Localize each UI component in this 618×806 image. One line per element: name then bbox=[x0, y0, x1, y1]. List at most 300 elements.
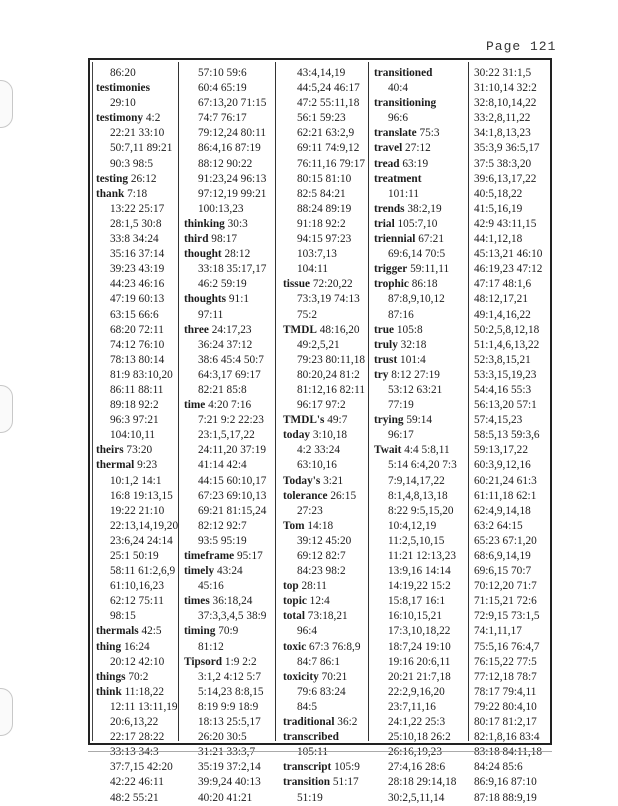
index-entry: thermal 9:23 bbox=[96, 459, 158, 472]
index-reference-line: 24:1,22 25:3 bbox=[388, 716, 446, 729]
index-reference-line: 33:2,8,11,22 bbox=[474, 112, 531, 125]
index-reference-line: 47:17 48:1,6 bbox=[474, 278, 532, 291]
index-reference-line: 57:4,15,23 bbox=[474, 414, 523, 427]
index-reference-line: 87:16 bbox=[388, 308, 414, 321]
index-entry bbox=[283, 730, 365, 745]
index-reference-line: 101:11 bbox=[388, 187, 419, 200]
index-reference-line: 33:13 34:3 bbox=[110, 746, 159, 759]
index-reference-line: 22:21 33:10 bbox=[110, 127, 165, 140]
index-reference-line: 35:19 37:2,14 bbox=[198, 761, 261, 774]
index-entry: trying 59:14 bbox=[374, 414, 433, 427]
index-reference-line: 97:11 bbox=[198, 308, 224, 321]
index-entry: transition 51:17 bbox=[283, 776, 359, 789]
index-entry: thinking 30:3 bbox=[184, 217, 248, 230]
index-entry: thought 28:12 bbox=[184, 248, 251, 261]
index-reference-line: 49:1,4,16,22 bbox=[474, 308, 531, 321]
index-reference-line: 82:1,8,16 83:4 bbox=[474, 731, 540, 744]
index-reference-line: 97:12,19 99:21 bbox=[198, 187, 267, 200]
index-reference-line: 69:12 82:7 bbox=[297, 550, 346, 562]
index-reference-line: 30:22 31:1,5 bbox=[474, 67, 532, 79]
index-entry: trigger 59:11,11 bbox=[374, 263, 450, 276]
index-reference-line: 91:18 92:2 bbox=[297, 217, 346, 230]
index-reference-line: 38:6 45:4 50:7 bbox=[198, 353, 264, 366]
index-term: tolerance bbox=[283, 489, 328, 502]
index-term: things bbox=[96, 670, 126, 683]
index-entry: tissue 72:20,22 bbox=[283, 278, 353, 291]
index-reference-line: 86:9,16 87:10 bbox=[474, 776, 537, 789]
index-term: treatment bbox=[374, 172, 422, 185]
index-reference-line: 25:1 50:19 bbox=[110, 550, 159, 562]
index-reference-line: 46:19,23 47:12 bbox=[474, 263, 543, 276]
index-term: timely bbox=[184, 565, 215, 578]
index-reference-line: 84:7 86:1 bbox=[297, 655, 340, 668]
binder-hole bbox=[0, 688, 13, 736]
index-reference-line: 51:19 bbox=[297, 791, 323, 804]
index-reference-line: 96:4 bbox=[297, 625, 318, 638]
index-reference-line: 37:3,3,4,5 38:9 bbox=[198, 610, 267, 623]
index-term: total bbox=[283, 610, 305, 623]
index-reference-line: 24:11,20 37:19 bbox=[198, 444, 266, 457]
index-term: transcribed bbox=[283, 731, 339, 744]
index-reference-line: 57:10 59:6 bbox=[198, 67, 247, 79]
index-term: testimonies bbox=[96, 82, 150, 95]
index-reference-line: 18:13 25:5,17 bbox=[198, 716, 261, 729]
index-term: toxicity bbox=[283, 670, 319, 683]
binder-hole bbox=[0, 385, 13, 433]
index-reference-line: 96:17 bbox=[388, 429, 414, 442]
index-term: thoughts bbox=[184, 293, 227, 306]
index-reference-line: 10:1,2 14:1 bbox=[110, 474, 162, 487]
index-reference-line: 63:10,16 bbox=[297, 459, 337, 472]
index-reference-line: 61:10,16,23 bbox=[110, 580, 164, 593]
index-reference-line: 70:12,20 71:7 bbox=[474, 580, 537, 593]
index-entry: translate 75:3 bbox=[374, 127, 440, 140]
index-entry bbox=[374, 172, 457, 187]
index-reference-line: 10:4,12,19 bbox=[388, 519, 437, 532]
index-reference-line: 81:12,16 82:11 bbox=[297, 383, 365, 396]
index-entry: Tipsord 1:9 2:2 bbox=[184, 655, 257, 668]
page-number: Page 121 bbox=[486, 39, 557, 54]
index-reference-line: 78:17 79:4,11 bbox=[474, 685, 537, 698]
index-term: TMDL bbox=[283, 323, 317, 336]
index-entry: topic 12:4 bbox=[283, 595, 330, 608]
index-entry: trophic 86:18 bbox=[374, 278, 438, 291]
index-reference-line: 80:17 81:2,17 bbox=[474, 716, 537, 729]
index-reference-line: 28:18 29:14,18 bbox=[388, 776, 457, 789]
index-reference-line: 64:3,17 69:17 bbox=[198, 368, 261, 381]
index-reference-line: 94:15 97:23 bbox=[297, 233, 352, 246]
index-reference-line: 82:5 84:21 bbox=[297, 187, 346, 200]
index-entry: third 98:17 bbox=[184, 233, 238, 246]
index-term: toxic bbox=[283, 640, 307, 653]
index-term: truly bbox=[374, 338, 398, 351]
index-term: triennial bbox=[374, 233, 416, 246]
index-reference-line: 80:20,24 81:2 bbox=[297, 368, 360, 381]
index-reference-line: 22:17 28:22 bbox=[110, 731, 165, 744]
index-term: translate bbox=[374, 127, 417, 140]
index-reference-line: 104:11 bbox=[297, 263, 328, 276]
index-entry: timely 43:24 bbox=[184, 565, 243, 578]
index-term: timing bbox=[184, 625, 216, 638]
index-reference-line: 60:21,24 61:3 bbox=[474, 474, 537, 487]
index-reference-line: 68:20 72:11 bbox=[110, 323, 164, 336]
index-reference-line: 86:20 bbox=[110, 67, 136, 79]
column-divider bbox=[178, 62, 179, 741]
index-reference-line: 81:12 bbox=[198, 640, 224, 653]
index-reference-line: 22:2,9,16,20 bbox=[388, 685, 445, 698]
index-term: tread bbox=[374, 157, 400, 170]
index-term: thing bbox=[96, 640, 122, 653]
index-reference-line: 54:4,16 55:3 bbox=[474, 383, 532, 396]
index-reference-line: 61:11,18 62:1 bbox=[474, 489, 537, 502]
index-reference-line: 82:12 92:7 bbox=[198, 519, 247, 532]
index-reference-line: 96:17 97:2 bbox=[297, 399, 346, 412]
index-term: theirs bbox=[96, 444, 124, 457]
index-reference-line: 33:8 34:24 bbox=[110, 233, 159, 246]
index-reference-line: 20:21 21:7,18 bbox=[388, 670, 451, 683]
index-reference-line: 68:6,9,14,19 bbox=[474, 550, 531, 562]
index-reference-line: 58:5,13 59:3,6 bbox=[474, 429, 540, 442]
index-reference-line: 11:2,5,10,15 bbox=[388, 534, 445, 547]
index-reference-line: 76:11,16 79:17 bbox=[297, 157, 365, 170]
index-reference-line: 50:2,5,8,12,18 bbox=[474, 323, 540, 336]
index-reference-line: 75:5,16 76:4,7 bbox=[474, 640, 540, 653]
index-reference-line: 30:2,5,11,14 bbox=[388, 791, 445, 804]
index-reference-line: 48:2 55:21 bbox=[110, 791, 159, 804]
bottom-rule bbox=[88, 751, 552, 752]
index-reference-line: 5:14 6:4,20 7:3 bbox=[388, 459, 457, 472]
index-reference-line: 16:10,15,21 bbox=[388, 610, 442, 623]
index-reference-line: 83:18 84:11,18 bbox=[474, 746, 542, 759]
index-reference-line: 58:11 61:2,6,9 bbox=[110, 565, 176, 578]
index-reference-line: 27:23 bbox=[297, 504, 323, 517]
index-entry: thoughts 91:1 bbox=[184, 293, 249, 306]
index-reference-line: 39:9,24 40:13 bbox=[198, 776, 261, 789]
index-reference-line: 76:15,22 77:5 bbox=[474, 655, 537, 668]
index-entry: time 4:20 7:16 bbox=[184, 399, 252, 412]
index-term: transitioning bbox=[374, 97, 437, 110]
index-reference-line: 62:12 75:11 bbox=[110, 595, 164, 608]
index-term: tissue bbox=[283, 278, 310, 291]
index-reference-line: 40:20 41:21 bbox=[198, 791, 253, 804]
index-reference-line: 65:23 67:1,20 bbox=[474, 534, 537, 547]
index-reference-line: 35:16 37:14 bbox=[110, 248, 165, 261]
index-reference-line: 41:14 42:4 bbox=[198, 459, 247, 472]
index-reference-line: 84:5 bbox=[297, 700, 318, 713]
index-reference-line: 23:1,5,17,22 bbox=[198, 429, 255, 442]
index-term: try bbox=[374, 368, 389, 381]
index-reference-line: 27:4,16 28:6 bbox=[388, 761, 446, 774]
index-term: testimony bbox=[96, 112, 144, 125]
index-term: TMDL's bbox=[283, 414, 325, 427]
index-reference-line: 53:12 63:21 bbox=[388, 383, 443, 396]
index-term: three bbox=[184, 323, 209, 336]
index-reference-line: 5:14,23 8:8,15 bbox=[198, 685, 264, 698]
index-reference-line: 13:22 25:17 bbox=[110, 202, 165, 215]
index-entry: thermals 42:5 bbox=[96, 625, 162, 638]
index-entry: today 3:10,18 bbox=[283, 429, 348, 442]
index-reference-line: 3:1,2 4:12 5:7 bbox=[198, 670, 262, 683]
index-term: thermal bbox=[96, 459, 135, 472]
index-term: topic bbox=[283, 595, 307, 608]
index-reference-line: 56:1 59:23 bbox=[297, 112, 346, 125]
index-reference-line: 35:3,9 36:5,17 bbox=[474, 142, 540, 155]
index-term: trends bbox=[374, 202, 405, 215]
index-term: transition bbox=[283, 776, 331, 789]
index-column-1 bbox=[96, 66, 178, 806]
index-reference-line: 84:24 85:6 bbox=[474, 761, 523, 774]
index-term: today bbox=[283, 429, 310, 442]
index-entry: think 11:18,22 bbox=[96, 685, 165, 698]
index-entry: thing 16:24 bbox=[96, 640, 150, 653]
index-term: trying bbox=[374, 414, 404, 427]
index-column-5 bbox=[474, 66, 542, 806]
index-reference-line: 11:21 12:13,23 bbox=[388, 550, 456, 562]
index-reference-line: 37:5 38:3,20 bbox=[474, 157, 532, 170]
index-reference-line: 40:4 bbox=[388, 82, 409, 95]
index-reference-line: 56:13,20 57:1 bbox=[474, 399, 537, 412]
index-reference-line: 31:10,14 32:2 bbox=[474, 82, 537, 95]
index-term: Tipsord bbox=[184, 655, 223, 668]
index-reference-line: 96:6 bbox=[388, 112, 409, 125]
index-term: trial bbox=[374, 217, 395, 230]
index-reference-line: 96:3 97:21 bbox=[110, 414, 159, 427]
index-entry: tolerance 26:15 bbox=[283, 489, 357, 502]
index-reference-line: 67:13,20 71:15 bbox=[198, 97, 267, 110]
index-reference-line: 44:1,12,18 bbox=[474, 233, 523, 246]
index-entry: trust 101:4 bbox=[374, 353, 426, 366]
index-reference-line: 26:16,19,23 bbox=[388, 746, 442, 759]
index-entry: three 24:17,23 bbox=[184, 323, 252, 336]
index-reference-line: 59:13,17,22 bbox=[474, 444, 528, 457]
index-reference-line: 49:2,5,21 bbox=[297, 338, 340, 351]
index-term: Tom bbox=[283, 519, 305, 532]
index-reference-line: 20:12 42:10 bbox=[110, 655, 165, 668]
index-reference-line: 47:2 55:11,18 bbox=[297, 97, 360, 110]
index-reference-line: 22:13,14,19,20 bbox=[110, 519, 179, 532]
index-reference-line: 34:1,8,13,23 bbox=[474, 127, 531, 140]
index-entry: TMDL's 49:7 bbox=[283, 414, 348, 427]
column-divider bbox=[275, 62, 276, 741]
index-term: true bbox=[374, 323, 395, 336]
index-entry bbox=[374, 66, 457, 81]
index-term: Twait bbox=[374, 444, 402, 457]
index-reference-line: 62:4,9,14,18 bbox=[474, 504, 531, 517]
index-reference-line: 23:7,11,16 bbox=[388, 700, 436, 713]
index-reference-line: 79:22 80:4,10 bbox=[474, 700, 537, 713]
index-reference-line: 8:1,4,8,13,18 bbox=[388, 489, 448, 502]
index-term: top bbox=[283, 580, 299, 593]
index-reference-line: 43:4,14,19 bbox=[297, 67, 346, 79]
index-reference-line: 63:15 66:6 bbox=[110, 308, 159, 321]
index-reference-line: 74:12 76:10 bbox=[110, 338, 165, 351]
column-divider bbox=[468, 62, 469, 741]
index-entry: toxicity 70:21 bbox=[283, 670, 348, 683]
index-reference-line: 67:23 69:10,13 bbox=[198, 489, 267, 502]
index-term: Today's bbox=[283, 474, 321, 487]
index-reference-line: 77:19 bbox=[388, 399, 414, 412]
index-entry: total 73:18,21 bbox=[283, 610, 348, 623]
index-reference-line: 81:9 83:10,20 bbox=[110, 368, 173, 381]
index-entry: tread 63:19 bbox=[374, 157, 429, 170]
binder-hole bbox=[0, 80, 13, 128]
index-reference-line: 104:10,11 bbox=[110, 429, 156, 442]
index-term: transitioned bbox=[374, 67, 433, 79]
column-divider bbox=[368, 62, 369, 741]
index-reference-line: 69:11 74:9,12 bbox=[297, 142, 360, 155]
index-term: third bbox=[184, 233, 209, 246]
index-entry: toxic 67:3 76:8,9 bbox=[283, 640, 361, 653]
index-entry: testing 26:12 bbox=[96, 172, 157, 185]
index-reference-line: 15:8,17 16:1 bbox=[388, 595, 446, 608]
index-reference-line: 20:6,13,22 bbox=[110, 716, 159, 729]
index-reference-line: 31:21 33:3,7 bbox=[198, 746, 256, 759]
index-reference-line: 71:15,21 72:6 bbox=[474, 595, 537, 608]
index-reference-line: 44:5,24 46:17 bbox=[297, 82, 360, 95]
index-reference-line: 69:6,15 70:7 bbox=[474, 565, 532, 578]
index-reference-line: 105:11 bbox=[297, 746, 328, 759]
index-reference-line: 77:12,18 78:7 bbox=[474, 670, 537, 683]
index-reference-line: 13:9,16 14:14 bbox=[388, 565, 451, 578]
index-entry bbox=[374, 96, 457, 111]
index-term: thinking bbox=[184, 217, 225, 230]
index-entry: truly 32:18 bbox=[374, 338, 427, 351]
index-reference-line: 42:22 46:11 bbox=[110, 776, 164, 789]
index-entry bbox=[96, 81, 178, 96]
index-reference-line: 80:15 81:10 bbox=[297, 172, 352, 185]
index-reference-line: 8:22 9:5,15,20 bbox=[388, 504, 454, 517]
index-entry: testimony 4:2 bbox=[96, 112, 161, 125]
index-entry: traditional 36:2 bbox=[283, 716, 358, 729]
index-reference-line: 98:15 bbox=[110, 610, 136, 623]
index-reference-line: 29:10 bbox=[110, 97, 136, 110]
index-reference-line: 17:3,10,18,22 bbox=[388, 625, 451, 638]
index-reference-line: 103:7,13 bbox=[297, 248, 337, 261]
index-reference-line: 73:3,19 74:13 bbox=[297, 293, 360, 306]
index-term: traditional bbox=[283, 716, 335, 729]
index-reference-line: 62:21 63:2,9 bbox=[297, 127, 355, 140]
index-reference-line: 44:15 60:10,17 bbox=[198, 474, 267, 487]
index-reference-line: 87:8,9,10,12 bbox=[388, 293, 445, 306]
index-reference-line: 14:19,22 15:2 bbox=[388, 580, 451, 593]
index-reference-line: 88:24 89:19 bbox=[297, 202, 352, 215]
index-reference-line: 45:13,21 46:10 bbox=[474, 248, 543, 261]
index-reference-line: 18:7,24 19:10 bbox=[388, 640, 451, 653]
index-reference-line: 82:21 85:8 bbox=[198, 383, 247, 396]
index-reference-line: 91:23,24 96:13 bbox=[198, 172, 267, 185]
index-term: thank bbox=[96, 187, 125, 200]
index-entry: Twait 4:4 5:8,11 bbox=[374, 444, 450, 457]
index-column-2 bbox=[184, 66, 266, 806]
index-reference-line: 90:3 98:5 bbox=[110, 157, 153, 170]
index-reference-line: 16:8 19:13,15 bbox=[110, 489, 173, 502]
index-entry: Today's 3:21 bbox=[283, 474, 344, 487]
index-term: trigger bbox=[374, 263, 408, 276]
index-term: transcript bbox=[283, 761, 332, 774]
index-reference-line: 42:9 43:11,15 bbox=[474, 217, 537, 230]
index-entry: timeframe 95:17 bbox=[184, 550, 263, 562]
index-entry: try 8:12 27:19 bbox=[374, 368, 440, 381]
index-reference-line: 48:12,17,21 bbox=[474, 293, 528, 306]
index-term: think bbox=[96, 685, 122, 698]
index-reference-line: 26:20 30:5 bbox=[198, 731, 247, 744]
index-reference-line: 39:6,13,17,22 bbox=[474, 172, 537, 185]
index-entry: travel 27:12 bbox=[374, 142, 431, 155]
index-term: thought bbox=[184, 248, 222, 261]
index-reference-line: 75:2 bbox=[297, 308, 318, 321]
index-term: travel bbox=[374, 142, 403, 155]
index-reference-line: 69:21 81:15,24 bbox=[198, 504, 267, 517]
index-reference-line: 28:1,5 30:8 bbox=[110, 217, 162, 230]
index-term: thermals bbox=[96, 625, 139, 638]
index-reference-line: 50:7,11 89:21 bbox=[110, 142, 173, 155]
index-column-4 bbox=[374, 66, 457, 806]
index-entry: top 28:11 bbox=[283, 580, 327, 593]
index-reference-line: 86:11 88:11 bbox=[110, 383, 164, 396]
index-reference-line: 74:1,11,17 bbox=[474, 625, 522, 638]
index-reference-line: 19:22 21:10 bbox=[110, 504, 165, 517]
index-entry: times 36:18,24 bbox=[184, 595, 253, 608]
index-reference-line: 36:24 37:12 bbox=[198, 338, 253, 351]
index-reference-line: 41:5,16,19 bbox=[474, 202, 523, 215]
index-reference-line: 74:7 76:17 bbox=[198, 112, 247, 125]
index-entry: true 105:8 bbox=[374, 323, 423, 336]
index-reference-line: 46:2 59:19 bbox=[198, 278, 247, 291]
index-reference-line: 69:6,14 70:5 bbox=[388, 248, 446, 261]
index-reference-line: 12:11 13:11,19 bbox=[110, 700, 178, 713]
index-term: trust bbox=[374, 353, 398, 366]
index-reference-line: 37:7,15 42:20 bbox=[110, 761, 173, 774]
index-reference-line: 60:4 65:19 bbox=[198, 82, 247, 95]
index-reference-line: 53:3,15,19,23 bbox=[474, 368, 537, 381]
index-reference-line: 89:18 92:2 bbox=[110, 399, 159, 412]
index-entry: transcript 105:9 bbox=[283, 761, 360, 774]
index-reference-line: 7:9,14,17,22 bbox=[388, 474, 445, 487]
index-reference-line: 88:12 90:22 bbox=[198, 157, 253, 170]
index-entry: Tom 14:18 bbox=[283, 519, 334, 532]
index-entry: trends 38:2,19 bbox=[374, 202, 442, 215]
index-reference-line: 51:1,4,6,13,22 bbox=[474, 338, 540, 351]
index-reference-line: 32:8,10,14,22 bbox=[474, 97, 537, 110]
index-term: testing bbox=[96, 172, 129, 185]
index-reference-line: 33:18 35:17,17 bbox=[198, 263, 267, 276]
index-reference-line: 79:6 83:24 bbox=[297, 685, 346, 698]
index-term: time bbox=[184, 399, 206, 412]
index-reference-line: 39:12 45:20 bbox=[297, 534, 352, 547]
index-reference-line: 86:4,16 87:19 bbox=[198, 142, 261, 155]
index-entry: trial 105:7,10 bbox=[374, 217, 438, 230]
index-term: timeframe bbox=[184, 550, 235, 562]
index-column-3 bbox=[283, 66, 365, 806]
index-term: trophic bbox=[374, 278, 409, 291]
index-reference-line: 19:16 20:6,11 bbox=[388, 655, 451, 668]
index-reference-line: 60:3,9,12,16 bbox=[474, 459, 531, 472]
index-reference-line: 79:12,24 80:11 bbox=[198, 127, 266, 140]
index-entry: things 70:2 bbox=[96, 670, 149, 683]
index-reference-line: 39:23 43:19 bbox=[110, 263, 165, 276]
index-reference-line: 87:18 88:9,19 bbox=[474, 791, 537, 804]
index-entry: triennial 67:21 bbox=[374, 233, 444, 246]
index-reference-line: 84:23 98:2 bbox=[297, 565, 346, 578]
index-entry: theirs 73:20 bbox=[96, 444, 153, 457]
index-entry: timing 70:9 bbox=[184, 625, 239, 638]
index-reference-line: 100:13,23 bbox=[198, 202, 244, 215]
index-reference-line: 23:6,24 24:14 bbox=[110, 534, 173, 547]
index-reference-line: 47:19 60:13 bbox=[110, 293, 165, 306]
index-reference-line: 78:13 80:14 bbox=[110, 353, 165, 366]
index-reference-line: 40:5,18,22 bbox=[474, 187, 523, 200]
index-term: times bbox=[184, 595, 210, 608]
